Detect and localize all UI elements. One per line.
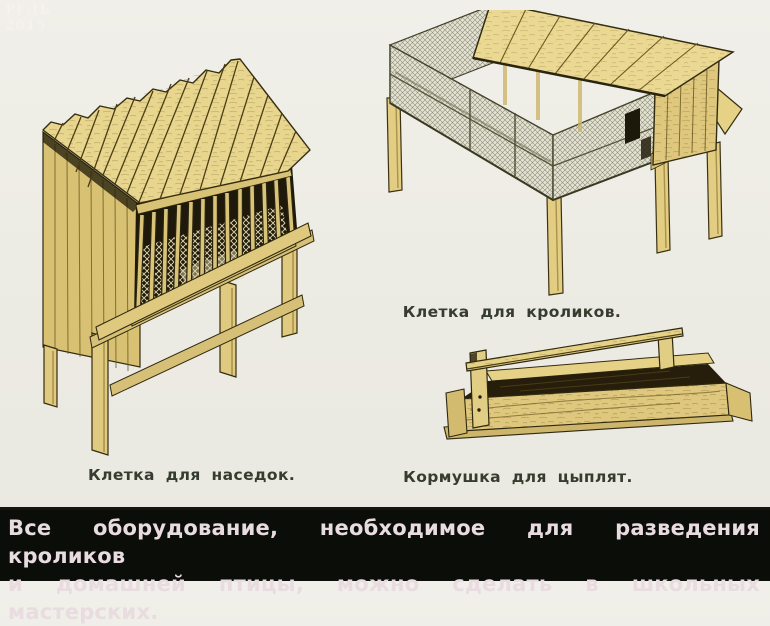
rabbit-cage-label: Клетка для кроликов. bbox=[402, 303, 622, 321]
caption-line-1: Все оборудование, необходимое для разведения кроликов bbox=[8, 516, 760, 568]
hen-cage-label: Клетка для наседок. bbox=[88, 466, 296, 484]
hen-cage-figure bbox=[30, 55, 370, 460]
rabbit-cage-figure bbox=[375, 10, 765, 300]
chick-feeder-label: Кормушка для цыплят. bbox=[403, 468, 633, 486]
chick-feeder-figure bbox=[430, 325, 765, 460]
rabbit-cage-illustration bbox=[375, 10, 765, 300]
chick-feeder-illustration bbox=[430, 325, 765, 460]
caption-band bbox=[0, 507, 770, 624]
watermark-line-1: РГДБ bbox=[5, 2, 53, 18]
hen-cage-illustration bbox=[30, 55, 370, 460]
caption-line-2: и домашней птицы, можно сделать в школьных мастерских. bbox=[8, 572, 760, 624]
library-watermark bbox=[5, 2, 52, 34]
watermark-line-2: 2015 bbox=[5, 18, 47, 34]
